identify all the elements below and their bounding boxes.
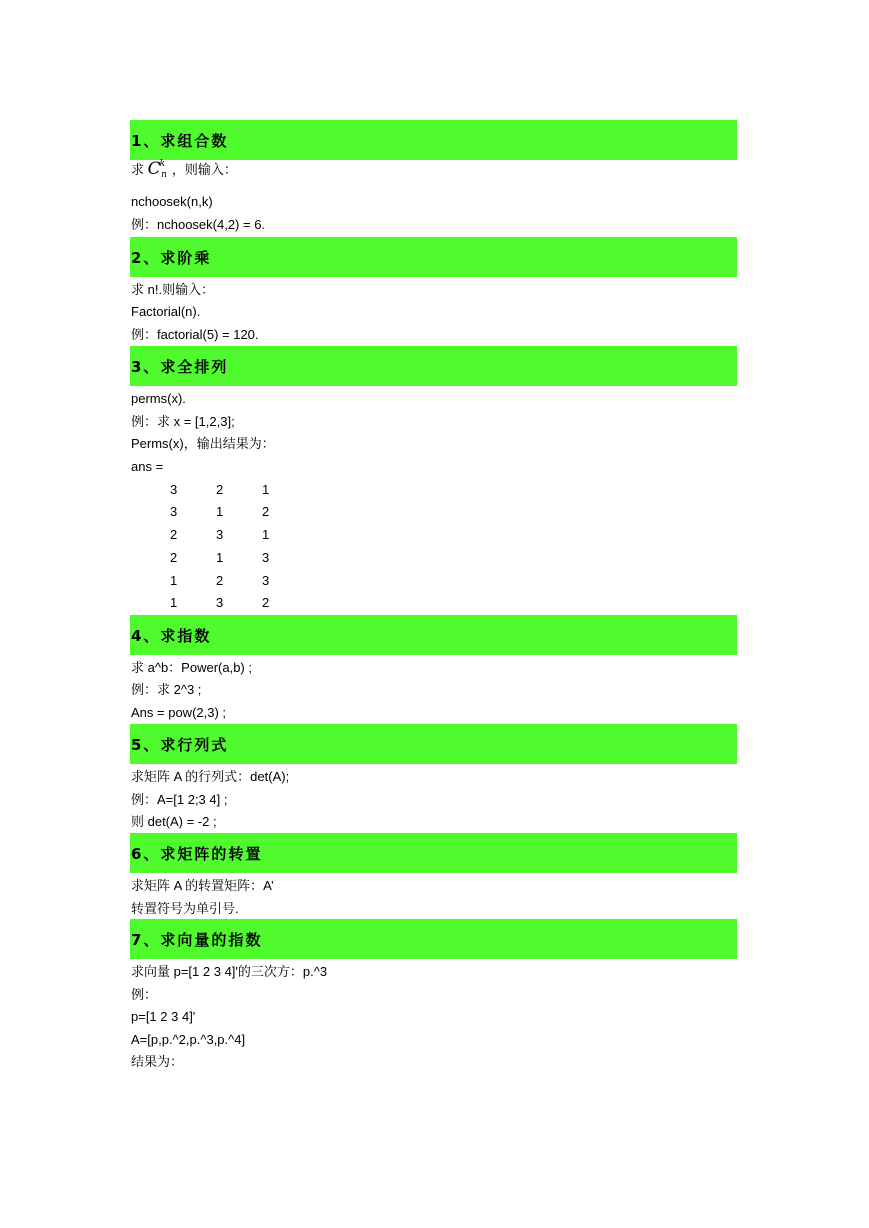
section-4-line-1: 求 a^b：Power(a,b) ; <box>131 660 252 675</box>
section-7-line-2: 例： <box>131 987 158 1002</box>
ans-cell: 2 <box>170 550 178 565</box>
section-7-line-5: 结果为： <box>131 1054 184 1069</box>
section-3-line-3: Perms(x)，输出结果为： <box>131 436 275 451</box>
section-heading-permutation: 3、求全排列 <box>130 346 737 386</box>
intro-suffix: ，则输入： <box>171 162 237 177</box>
section-heading-combination: 1、求组合数 <box>130 120 737 160</box>
section-6-line-1: 求矩阵 A 的转置矩阵：A’ <box>131 878 274 893</box>
section-2-line-2: Factorial(n). <box>131 304 201 319</box>
combination-sub-n: n <box>161 170 167 180</box>
ans-cell: 3 <box>216 527 224 542</box>
ans-cell: 1 <box>216 504 224 519</box>
ans-cell: 1 <box>216 550 224 565</box>
section-5-line-1: 求矩阵 A 的行列式：det(A); <box>131 769 290 784</box>
section-heading-vector-exponent: 7、求向量的指数 <box>130 919 737 959</box>
section-2-line-1: 求 n!.则输入： <box>131 282 215 297</box>
ans-cell: 2 <box>262 595 270 610</box>
ans-cell: 3 <box>262 573 270 588</box>
ans-cell: 1 <box>170 573 178 588</box>
ans-cell: 3 <box>170 482 178 497</box>
combination-sup-k: k <box>159 159 166 169</box>
section-heading-transpose: 6、求矩阵的转置 <box>130 833 737 873</box>
section-7-line-1: 求向量 p=[1 2 3 4]'的三次方：p.^3 <box>131 964 328 979</box>
ans-cell: 3 <box>262 550 270 565</box>
ans-cell: 1 <box>262 527 270 542</box>
ans-cell: 2 <box>216 573 224 588</box>
section-5-line-2: 例：A=[1 2;3 4] ; <box>131 792 228 807</box>
ans-cell: 2 <box>170 527 178 542</box>
ans-cell: 2 <box>216 482 224 497</box>
section-5-line-3: 则 det(A) = -2 ; <box>131 814 217 829</box>
ans-cell: 3 <box>216 595 224 610</box>
section-4-line-2: 例：求 2^3 ; <box>131 682 202 697</box>
section-4-line-3: Ans = pow(2,3) ; <box>131 705 227 720</box>
section-heading-factorial: 2、求阶乘 <box>130 237 737 277</box>
section-7-line-3: p=[1 2 3 4]' <box>131 1009 196 1024</box>
section-3-line-4: ans = <box>131 459 164 474</box>
section-heading-determinant: 5、求行列式 <box>130 724 737 764</box>
section-2-line-3: 例：factorial(5) = 120. <box>131 327 259 342</box>
combination-symbol-c: C <box>147 159 161 179</box>
section-6-line-2: 转置符号为单引号. <box>131 901 239 916</box>
section-heading-exponent: 4、求指数 <box>130 615 737 655</box>
section-1-intro <box>131 160 237 181</box>
ans-cell: 1 <box>170 595 178 610</box>
section-3-line-2: 例：求 x = [1,2,3]; <box>131 414 235 429</box>
ans-cell: 1 <box>262 482 270 497</box>
section-3-line-1: perms(x). <box>131 391 186 406</box>
section-1-line-2: 例：nchoosek(4,2) = 6. <box>131 217 266 232</box>
intro-prefix: 求 <box>131 162 145 177</box>
section-7-line-4: A=[p,p.^2,p.^3,p.^4] <box>131 1032 246 1047</box>
section-1-line-1: nchoosek(n,k) <box>131 194 213 209</box>
ans-cell: 2 <box>262 504 270 519</box>
ans-cell: 3 <box>170 504 178 519</box>
